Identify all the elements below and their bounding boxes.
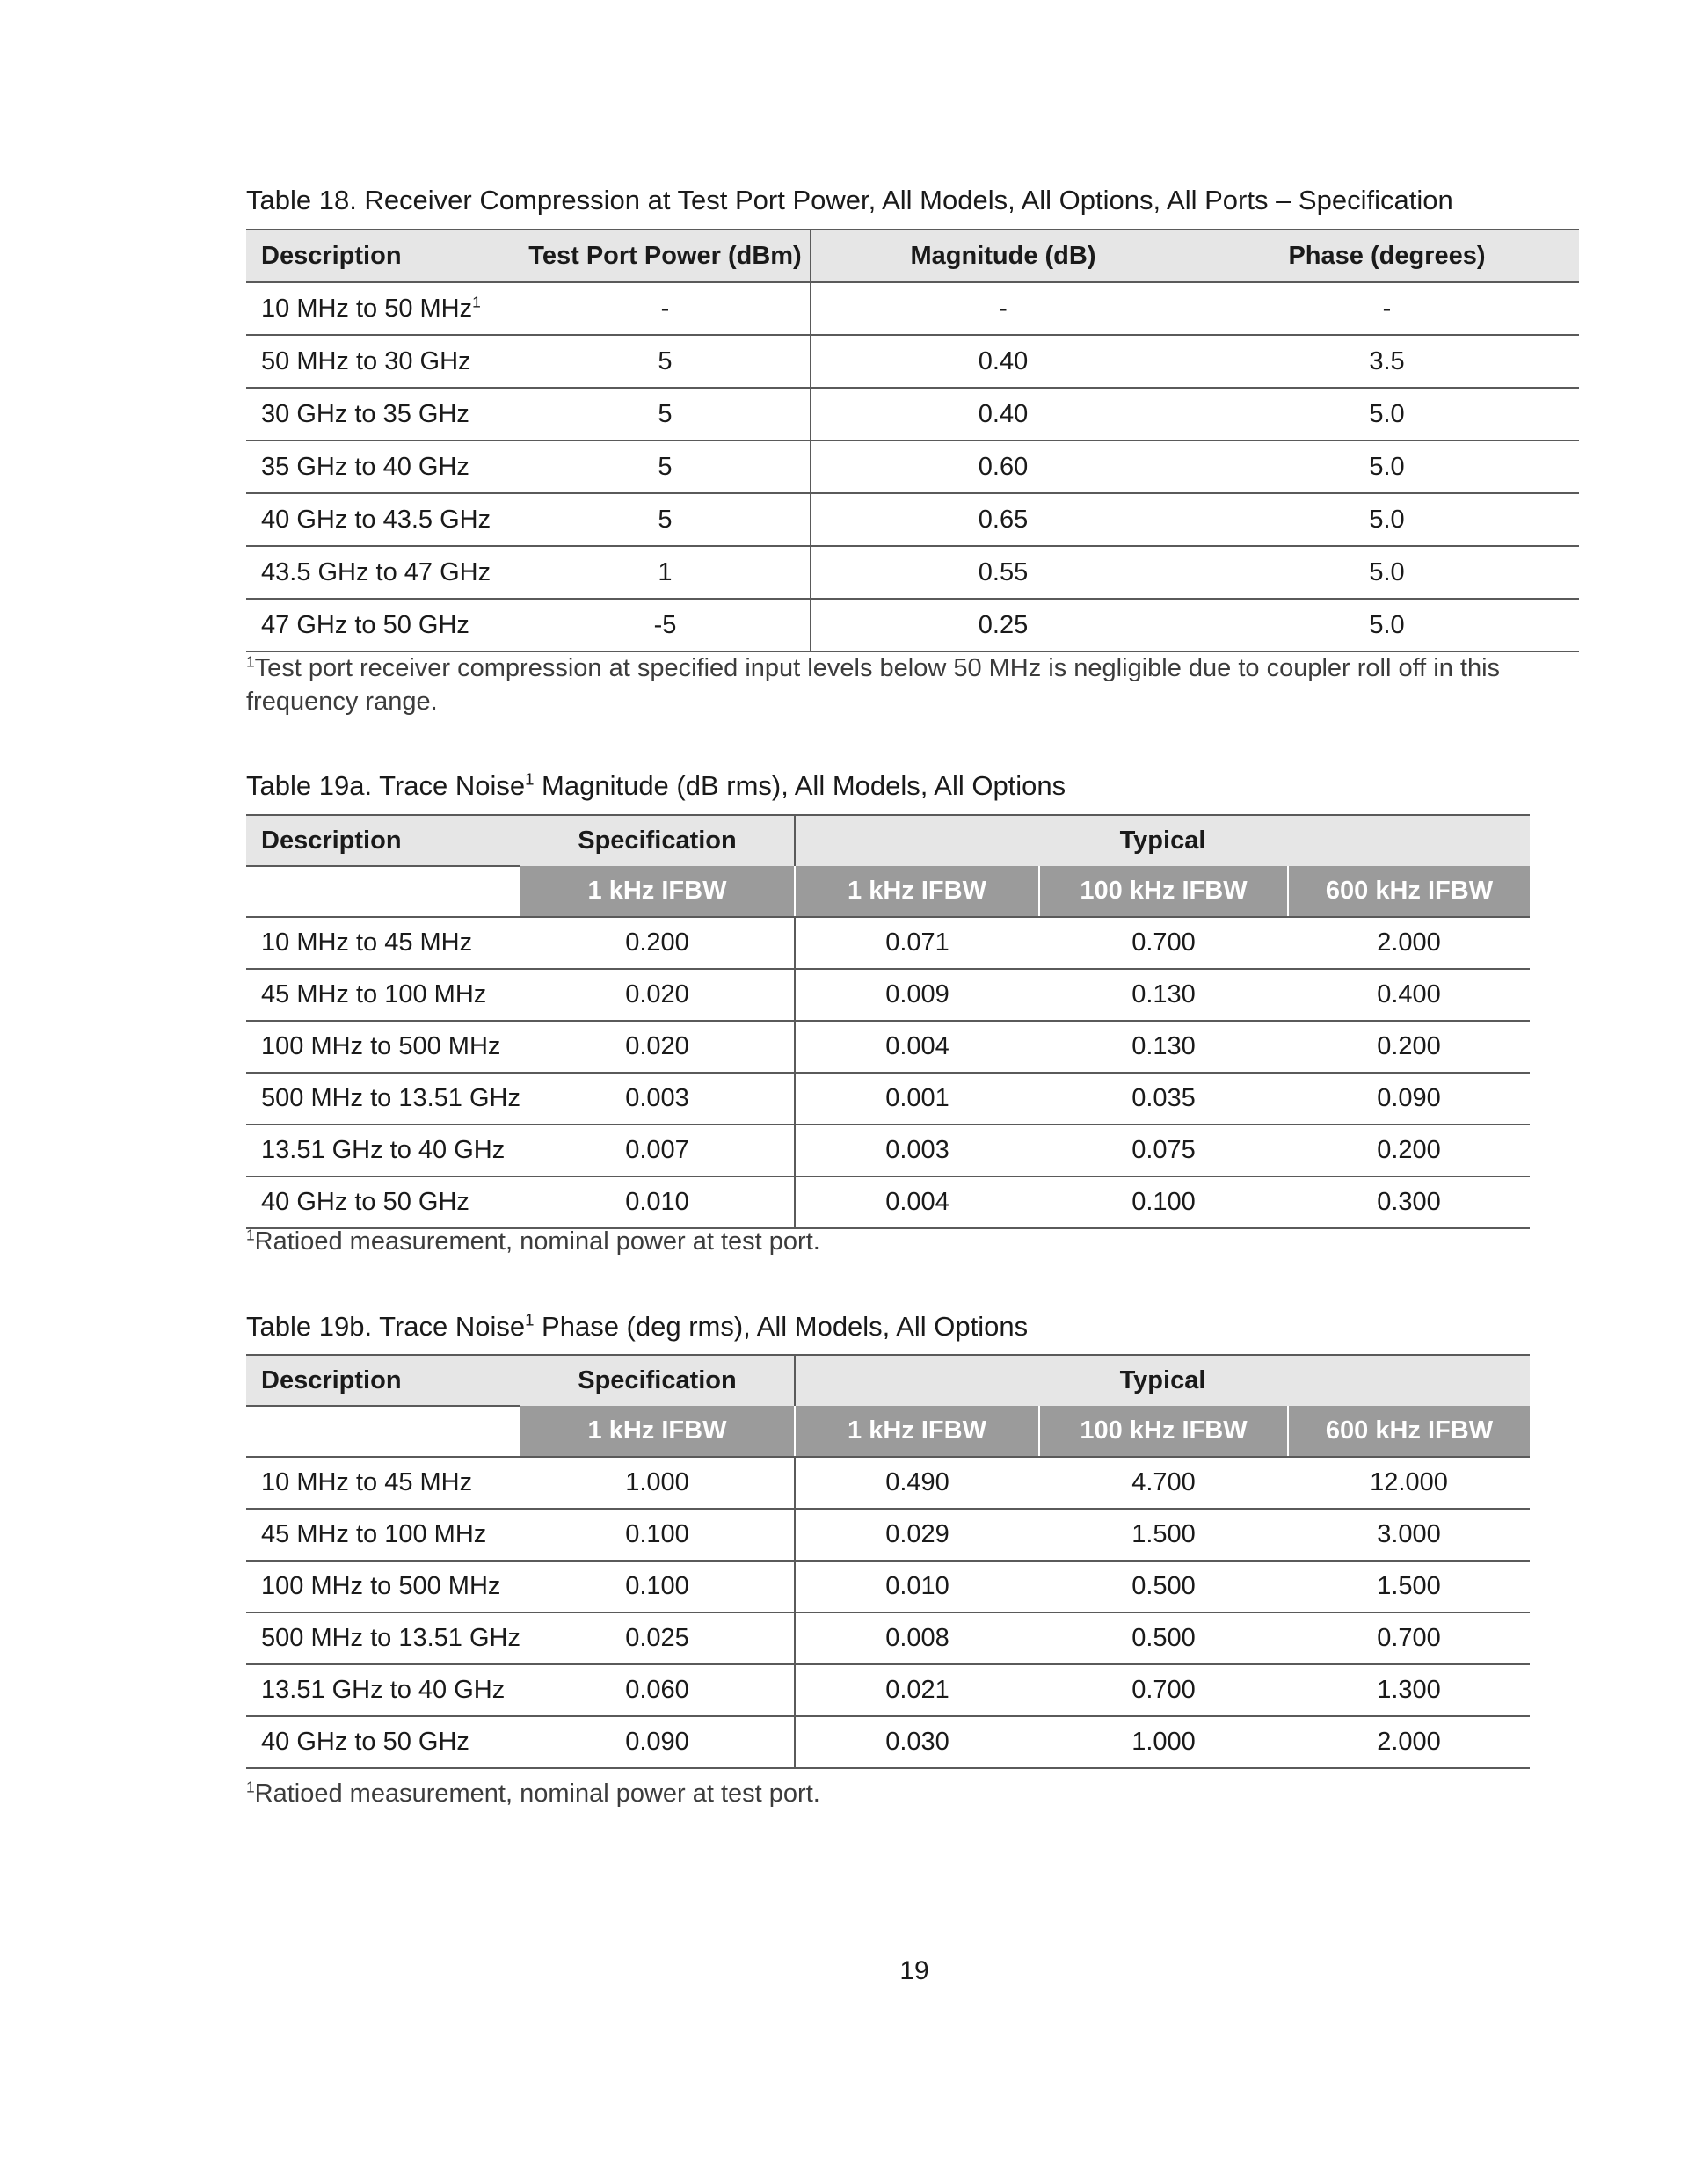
table-row	[246, 1613, 1530, 1664]
table18-header-row	[246, 229, 1579, 282]
row-description: 10 MHz to 50 MHz$^1$	[246, 282, 520, 335]
row-description: 30 GHz to 35 GHz	[246, 388, 520, 440]
table-row	[246, 1125, 1530, 1176]
table-row	[246, 599, 1579, 652]
row-description: 500 MHz to 13.51 GHz	[246, 1073, 520, 1125]
row-typ-1khz: 0.008	[795, 1613, 1039, 1664]
table-row	[246, 493, 1579, 546]
table-row	[246, 1021, 1530, 1073]
row-typ-100khz: 1.500	[1039, 1509, 1288, 1561]
row-magnitude: 0.55	[811, 546, 1195, 599]
table-row	[246, 1561, 1530, 1613]
footnote-marker: 1	[525, 1310, 535, 1329]
row-power: 5	[520, 335, 811, 388]
table-row	[246, 917, 1530, 969]
row-magnitude: 0.25	[811, 599, 1195, 652]
row-magnitude: -	[811, 282, 1195, 335]
footnote-marker: 1	[472, 292, 481, 310]
row-description: 100 MHz to 500 MHz	[246, 1561, 520, 1613]
table19b	[246, 1354, 1530, 1769]
page-number: 19	[899, 1956, 929, 1985]
row-magnitude: 0.65	[811, 493, 1195, 546]
row-typ-600khz: 2.000	[1288, 1716, 1530, 1768]
row-typ-1khz: 0.004	[795, 1176, 1039, 1228]
table-row	[246, 1716, 1530, 1768]
table19b-caption: Table 19b. Trace Noise$^1$ Phase (deg rms), All Models, All Options	[246, 1310, 1029, 1342]
table-row	[246, 969, 1530, 1021]
row-phase: -	[1195, 282, 1579, 335]
subheader-typ-600khz: 600 kHz IFBW	[1288, 1406, 1530, 1457]
table19a-header-description: Description	[246, 815, 520, 866]
footnote-marker: 1	[246, 1778, 255, 1796]
table19b-header-description: Description	[246, 1355, 520, 1406]
row-phase: 5.0	[1195, 546, 1579, 599]
row-typ-1khz: 0.490	[795, 1457, 1039, 1509]
row-typ-600khz: 0.300	[1288, 1176, 1530, 1228]
row-typ-1khz: 0.071	[795, 917, 1039, 969]
row-description: 43.5 GHz to 47 GHz	[246, 546, 520, 599]
row-typ-100khz: 4.700	[1039, 1457, 1288, 1509]
row-typ-1khz: 0.009	[795, 969, 1039, 1021]
footnote-marker: 1	[525, 769, 535, 789]
row-typ-100khz: 0.075	[1039, 1125, 1288, 1176]
row-typ-1khz: 0.004	[795, 1021, 1039, 1073]
table19b-header-specification: Specification	[520, 1355, 795, 1406]
row-description: 500 MHz to 13.51 GHz	[246, 1613, 520, 1664]
table19a-header-specification: Specification	[520, 815, 795, 866]
subheader-typ-100khz: 100 kHz IFBW	[1039, 1406, 1288, 1457]
row-description: 45 MHz to 100 MHz	[246, 1509, 520, 1561]
row-spec: 0.100	[520, 1509, 795, 1561]
table19a	[246, 814, 1530, 1229]
row-spec: 0.020	[520, 1021, 795, 1073]
footnote-marker: 1	[246, 1226, 255, 1244]
row-description: 13.51 GHz to 40 GHz	[246, 1664, 520, 1716]
row-power: 5	[520, 388, 811, 440]
row-spec: 0.003	[520, 1073, 795, 1125]
table18	[246, 229, 1579, 652]
row-typ-1khz: 0.001	[795, 1073, 1039, 1125]
table-row	[246, 1457, 1530, 1509]
row-spec: 0.100	[520, 1561, 795, 1613]
row-spec: 0.200	[520, 917, 795, 969]
table19a-header-row	[246, 815, 1530, 866]
row-typ-100khz: 1.000	[1039, 1716, 1288, 1768]
subheader-typ-100khz: 100 kHz IFBW	[1039, 866, 1288, 917]
table-row	[246, 1509, 1530, 1561]
row-typ-100khz: 0.700	[1039, 1664, 1288, 1716]
row-power: 5	[520, 440, 811, 493]
table-row	[246, 282, 1579, 335]
table18-header-description: Description	[246, 229, 520, 282]
row-magnitude: 0.40	[811, 335, 1195, 388]
row-power: -5	[520, 599, 811, 652]
row-description: 40 GHz to 43.5 GHz	[246, 493, 520, 546]
row-typ-100khz: 0.130	[1039, 969, 1288, 1021]
footnote-marker: 1	[246, 652, 255, 671]
row-power: 5	[520, 493, 811, 546]
table18-header-phase: Phase (degrees)	[1195, 229, 1579, 282]
row-typ-100khz: 0.100	[1039, 1176, 1288, 1228]
row-spec: 0.060	[520, 1664, 795, 1716]
table-row	[246, 1664, 1530, 1716]
row-typ-600khz: 0.400	[1288, 969, 1530, 1021]
row-power: 1	[520, 546, 811, 599]
table-row	[246, 546, 1579, 599]
table19a-footnote: $^1$Ratioed measurement, nominal power at test port.	[246, 1226, 820, 1256]
row-typ-100khz: 0.500	[1039, 1613, 1288, 1664]
row-typ-600khz: 1.500	[1288, 1561, 1530, 1613]
row-typ-1khz: 0.030	[795, 1716, 1039, 1768]
row-spec: 0.020	[520, 969, 795, 1021]
row-phase: 3.5	[1195, 335, 1579, 388]
table18-header-power: Test Port Power (dBm)	[520, 229, 811, 282]
subheader-blank	[246, 1406, 520, 1457]
row-description: 47 GHz to 50 GHz	[246, 599, 520, 652]
row-phase: 5.0	[1195, 440, 1579, 493]
row-spec: 0.010	[520, 1176, 795, 1228]
table18-caption: Table 18. Receiver Compression at Test Port Power, All Models, All Options, All Ports – Specification	[246, 185, 1453, 215]
row-typ-600khz: 2.000	[1288, 917, 1530, 969]
row-magnitude: 0.60	[811, 440, 1195, 493]
subheader-typ-1khz: 1 kHz IFBW	[795, 1406, 1039, 1457]
row-description: 10 MHz to 45 MHz	[246, 1457, 520, 1509]
row-typ-600khz: 3.000	[1288, 1509, 1530, 1561]
table-row	[246, 1073, 1530, 1125]
row-typ-600khz: 12.000	[1288, 1457, 1530, 1509]
row-spec: 0.025	[520, 1613, 795, 1664]
row-description: 10 MHz to 45 MHz	[246, 917, 520, 969]
row-description: 35 GHz to 40 GHz	[246, 440, 520, 493]
subheader-typ-1khz: 1 kHz IFBW	[795, 866, 1039, 917]
row-spec: 0.090	[520, 1716, 795, 1768]
subheader-spec-1khz: 1 kHz IFBW	[520, 1406, 795, 1457]
table18-footnote: $^1$Test port receiver compression at specified input levels below 50 MHz is negligible due to coupler roll off in this frequency range.	[246, 652, 1501, 716]
row-description: 100 MHz to 500 MHz	[246, 1021, 520, 1073]
table19a-caption: Table 19a. Trace Noise$^1$ Magnitude (dB rms), All Models, All Options	[246, 769, 1066, 801]
row-power: -	[520, 282, 811, 335]
row-typ-600khz: 1.300	[1288, 1664, 1530, 1716]
table19b-footnote: $^1$Ratioed measurement, nominal power at test port.	[246, 1778, 820, 1808]
subheader-blank	[246, 866, 520, 917]
row-typ-600khz: 0.700	[1288, 1613, 1530, 1664]
table-row	[246, 1176, 1530, 1228]
row-typ-100khz: 0.130	[1039, 1021, 1288, 1073]
row-magnitude: 0.40	[811, 388, 1195, 440]
row-typ-100khz: 0.700	[1039, 917, 1288, 969]
subheader-typ-600khz: 600 kHz IFBW	[1288, 866, 1530, 917]
row-phase: 5.0	[1195, 493, 1579, 546]
table19b-subheader-row	[246, 1406, 1530, 1457]
row-description: 40 GHz to 50 GHz	[246, 1176, 520, 1228]
table-row	[246, 440, 1579, 493]
table-row	[246, 388, 1579, 440]
row-description: 50 MHz to 30 GHz	[246, 335, 520, 388]
row-typ-1khz: 0.021	[795, 1664, 1039, 1716]
row-typ-1khz: 0.010	[795, 1561, 1039, 1613]
row-description: 13.51 GHz to 40 GHz	[246, 1125, 520, 1176]
subheader-spec-1khz: 1 kHz IFBW	[520, 866, 795, 917]
row-description: 45 MHz to 100 MHz	[246, 969, 520, 1021]
row-typ-100khz: 0.035	[1039, 1073, 1288, 1125]
row-typ-600khz: 0.200	[1288, 1125, 1530, 1176]
table19b-header-row	[246, 1355, 1530, 1406]
row-spec: 0.007	[520, 1125, 795, 1176]
table18-header-magnitude: Magnitude (dB)	[811, 229, 1195, 282]
row-typ-1khz: 0.003	[795, 1125, 1039, 1176]
row-typ-1khz: 0.029	[795, 1509, 1039, 1561]
table19a-subheader-row	[246, 866, 1530, 917]
row-spec: 1.000	[520, 1457, 795, 1509]
row-typ-100khz: 0.500	[1039, 1561, 1288, 1613]
row-typ-600khz: 0.200	[1288, 1021, 1530, 1073]
table19a-header-typical: Typical	[795, 815, 1530, 866]
row-description: 40 GHz to 50 GHz	[246, 1716, 520, 1768]
row-phase: 5.0	[1195, 599, 1579, 652]
row-typ-600khz: 0.090	[1288, 1073, 1530, 1125]
table19b-header-typical: Typical	[795, 1355, 1530, 1406]
table-row	[246, 335, 1579, 388]
row-phase: 5.0	[1195, 388, 1579, 440]
